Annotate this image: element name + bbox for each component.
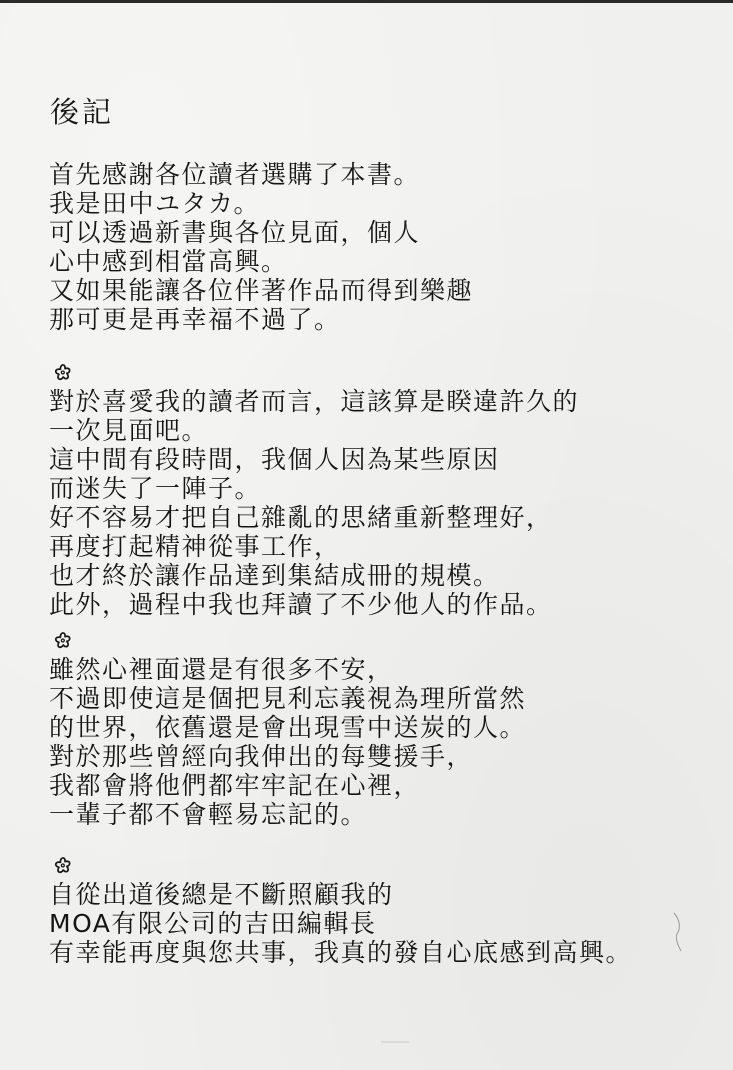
page-title: 後記: [50, 95, 115, 129]
text-line: 不過即使這是個把見利忘義視為理所當然: [49, 684, 527, 713]
text-line: 那可更是再幸福不過了。: [49, 305, 341, 334]
flower-icon: [52, 855, 74, 877]
text-line: 有幸能再度與您共事，我真的發自心底感到高興。: [49, 938, 633, 967]
text-line: MOA有限公司的吉田編輯長: [49, 909, 377, 938]
text-line: 而迷失了一陣子。: [49, 474, 262, 503]
text-line: 好不容易才把自己雜亂的思緒重新整理好，: [49, 503, 553, 532]
paragraph-readers: [49, 362, 579, 619]
text-line: 可以透過新書與各位見面，個人: [49, 218, 421, 247]
paragraph-intro: [49, 160, 473, 334]
text-line: 雖然心裡面還是有很多不安，: [49, 655, 394, 684]
text-line: 首先感謝各位讀者選購了本書。: [49, 160, 421, 189]
text-line: 對於喜愛我的讀者而言，這該算是睽違許久的: [49, 387, 580, 416]
text-line: 自從出道後總是不斷照顧我的: [49, 880, 394, 909]
flower-icon: [52, 362, 74, 384]
paragraph-editor: [49, 855, 632, 967]
paper-smudge-mark: [380, 1040, 410, 1044]
page-top-edge: [0, 0, 733, 3]
text-line: 對於那些曾經向我伸出的每雙援手，: [49, 742, 474, 771]
text-line: 再度打起精神從事工作，: [49, 532, 341, 561]
text-line: 一輩子都不會輕易忘記的。: [49, 800, 368, 829]
text-line: 此外，過程中我也拜讀了不少他人的作品。: [49, 590, 553, 619]
text-line: 這中間有段時間，我個人因為某些原因: [49, 445, 500, 474]
paper-crease-mark: [672, 912, 684, 952]
text-line: 我是田中ユタカ。: [49, 189, 261, 218]
text-line: 又如果能讓各位伴著作品而得到樂趣: [49, 276, 474, 305]
text-line: 我都會將他們都牢牢記在心裡，: [49, 771, 421, 800]
text-line: 的世界，依舊還是會出現雪中送炭的人。: [49, 713, 527, 742]
text-line: 也才終於讓作品達到集結成冊的規模。: [49, 561, 500, 590]
text-line: 一次見面吧。: [49, 416, 209, 445]
paragraph-gratitude: [49, 630, 526, 829]
text-line: 心中感到相當高興。: [49, 247, 288, 276]
flower-icon: [52, 630, 74, 652]
